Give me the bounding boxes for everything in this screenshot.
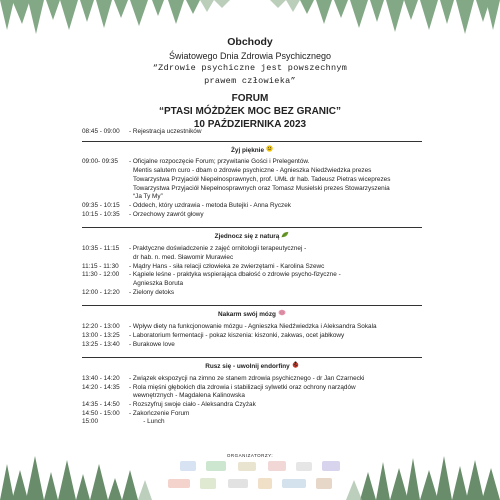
leaf-icon: [281, 231, 289, 242]
agenda-desc: [129, 271, 422, 288]
forum-label: FORUM: [231, 93, 269, 104]
agenda-time: 09:00- 09:35: [82, 158, 118, 166]
agenda-row: [82, 245, 422, 262]
agenda-desc-line: - Praktyczne doświadczenie z zajęć ornitologii terapeutycznej -: [129, 245, 307, 253]
agenda-time: 12:00 - 12:20: [82, 288, 120, 296]
agenda-row: [82, 211, 422, 220]
motto-line-2: prawem człowieka”: [204, 76, 296, 86]
agenda-desc: [129, 418, 422, 427]
agenda-row: [82, 271, 422, 288]
section-heading: [82, 231, 422, 242]
organizers-label: ORGANIZATORZY:: [226, 453, 274, 458]
agenda-time: 13:00 - 13:25: [82, 331, 120, 339]
agenda-desc-line: - Zielony detoks: [129, 288, 175, 296]
agenda-desc: - Rejestracja uczestników: [129, 128, 202, 135]
agenda-row: [82, 323, 422, 332]
section-divider: [82, 141, 422, 142]
agenda-time: 15:00: [82, 418, 98, 426]
agenda-time: 09:35 - 10:15: [82, 201, 120, 209]
section-heading: [82, 145, 422, 156]
smiley-icon: [266, 145, 273, 156]
agenda-desc-line: - Związek ekspozycji na zimno ze stanem zdrowia psychicznego - dr Jan Czarnecki: [129, 374, 365, 382]
agenda-desc: [129, 410, 422, 419]
agenda-time: 11:30 - 12:00: [82, 271, 120, 279]
agenda-desc: [129, 289, 422, 298]
agenda-row: [82, 332, 422, 341]
agenda-time: 14:35 - 14:50: [82, 401, 120, 409]
agenda-desc-line: - Laboratorium fermentacji - pokaz kiszenia: kiszonki, zakwas, ocet jabłkowy: [129, 331, 345, 339]
agenda-desc-line: dr hab. n. med. Sławomir Murawiec: [133, 253, 234, 261]
section-divider: [82, 305, 422, 306]
agenda-desc-line: Mentis salutem curo - dbam o zdrowie psychiczne - Agnieszka Niedźwiedzka prezes: [133, 167, 372, 175]
agenda-desc: [129, 332, 422, 341]
agenda-time: 14:20 - 14:35: [82, 383, 120, 391]
agenda-desc-line: Towarzystwa Przyjaciół Niepełnosprawnych oraz Tomasz Musielski prezes Stowarzyszenia: [133, 184, 390, 192]
agenda-desc-line: - Mądry Hans - siła relacji człowieka ze zwierzętami - Karolina Szewc: [129, 262, 325, 270]
agenda-row: [82, 384, 422, 401]
agenda-desc-line: - Rozszyfruj swoje ciało - Aleksandra Czyżak: [129, 401, 256, 409]
agenda-desc-line: Agnieszka Boruta: [133, 279, 184, 287]
agenda-desc-line: “Ja Ty My”: [133, 193, 163, 201]
agenda-desc: [129, 202, 422, 211]
agenda-time: 14:50 - 15:00: [82, 409, 120, 417]
agenda: [82, 128, 422, 431]
agenda-row: [82, 202, 422, 211]
agenda-desc: [129, 401, 422, 410]
agenda-time: 10:15 - 10:35: [82, 210, 120, 218]
agenda-row: [82, 128, 422, 137]
agenda-row: [82, 401, 422, 410]
agenda-time: 10:35 - 11:15: [82, 245, 120, 253]
agenda-desc: [129, 245, 422, 262]
agenda-row: [82, 418, 422, 427]
section-divider: [82, 227, 422, 228]
agenda-time: 12:20 - 13:00: [82, 323, 120, 331]
agenda-time: 13:25 - 13:40: [82, 340, 120, 348]
agenda-desc-line: - Burakowe love: [129, 340, 175, 348]
section-title: Rusz się - uwolnij endorfiny: [205, 363, 290, 371]
agenda-time: 08:45 - 09:00: [82, 128, 120, 135]
event-date: 10 PAŹDZIERNIKA 2023: [193, 119, 307, 130]
event-header: [0, 20, 500, 130]
agenda-desc: [129, 211, 422, 220]
agenda-desc: [129, 341, 422, 350]
agenda-desc: [129, 384, 422, 401]
section-title: Nakarm swój mózg: [218, 311, 276, 319]
agenda-desc-line: - Lunch: [129, 418, 165, 426]
section-heading: [82, 309, 422, 320]
agenda-row: [82, 341, 422, 350]
agenda-desc-line: Towarzystwa Przyjaciół Niepełnosprawnych, prof. UMŁ dr hab. Tadeusz Pietras wiceprezes: [133, 175, 391, 183]
agenda-desc: [129, 323, 422, 332]
agenda-desc-line: - Zakończenie Forum: [129, 409, 190, 417]
brain-icon: [278, 309, 286, 320]
page-subtitle: Światowego Dnia Zdrowia Psychicznego: [168, 51, 332, 61]
agenda-time: 13:40 - 14:20: [82, 374, 120, 382]
agenda-desc: [129, 158, 422, 202]
section-heading: [82, 361, 422, 372]
page-title: Obchody: [227, 36, 273, 48]
agenda-desc: [129, 375, 422, 384]
agenda-desc-line: - Orzechowy zawrót głowy: [129, 210, 204, 218]
section-divider: [82, 357, 422, 358]
agenda-desc-line: - Kąpiele leśne - praktyka wspierająca dbałość o zdrowie psycho-fizyczne -: [129, 271, 341, 279]
agenda-row: [82, 158, 422, 202]
bottom-forest-decoration: [0, 450, 500, 500]
agenda-desc-line: - Oficjalne rozpoczęcie Forum; przywitanie Gości i Prelegentów.: [129, 158, 310, 166]
agenda-desc-line: - Oddech, który uzdrawia - metoda Butejki - Anna Ryczek: [129, 201, 291, 209]
agenda-desc-line: wewnętrznych - Magdalena Kalinowska: [133, 392, 245, 400]
agenda-row: [82, 375, 422, 384]
agenda-desc-line: - Rola mięśni głębokich dla zdrowia i stabilizacji sylwetki oraz ochrony narządów: [129, 383, 356, 391]
section-title: Zjednocz się z naturą: [214, 233, 280, 241]
agenda-row: [82, 263, 422, 272]
agenda-row: [82, 410, 422, 419]
agenda-desc-line: - Wpływ diety na funkcjonowanie mózgu - Agnieszka Niedźwiedzka i Aleksandra Sokala: [129, 323, 377, 331]
forum-name: “PTASI MÓŻDŻEK MOC BEZ GRANIC”: [158, 106, 342, 117]
ladybug-icon: [292, 361, 299, 372]
agenda-row: [82, 289, 422, 298]
agenda-time: 11:15 - 11:30: [82, 262, 119, 270]
section-title: Żyj pięknie: [230, 146, 265, 154]
agenda-desc: [129, 263, 422, 272]
motto-line-1: “Zdrowie psychiczne jest powszechnym: [152, 63, 348, 73]
